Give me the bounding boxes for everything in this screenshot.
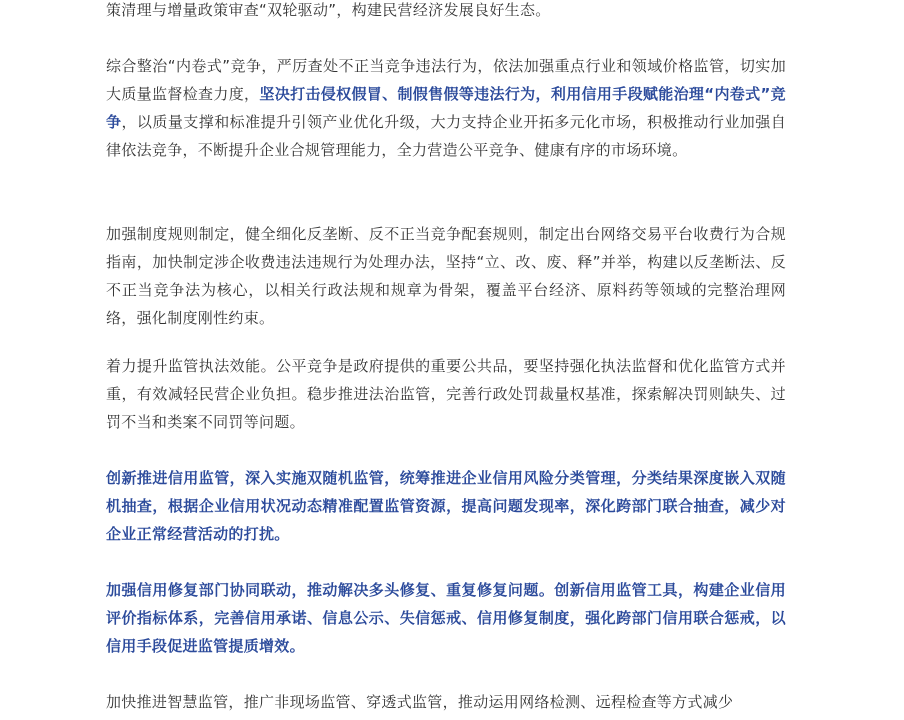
paragraph-2 xyxy=(106,52,786,164)
paragraph-1: 策清理与增量政策审查“双轮驱动”，构建民营经济发展良好生态。 xyxy=(106,1,551,19)
paragraph-3: 加强制度规则制定，健全细化反垄断、反不正当竞争配套规则，制定出台网络交易平台收费行为合规指南，加快制定涉企收费违法违规行为处理办法，坚持“立、改、废、释”并举，构建以反垄断法、反不正当竞争法为核心，以相关行政法规和规章为骨架，覆盖平台经济、原料药等领域的完整治理网络，强化制度刚性约束。 xyxy=(106,225,786,327)
paragraph-2-text-a: 综合整治“内卷式”竞争，严厉查处不正当竞争违法行为，依法加强重点行业和领域价格监管，切实加大质量监督检查力度， xyxy=(106,57,786,103)
paragraph-2-text-c: ，以质量支撑和标准提升引领产业优化升级，大力支持企业开拓多元化市场，积极推动行业加强自律依法竞争，不断提升企业合规管理能力，全力营造公平竞争、健康有序的市场环境。 xyxy=(106,113,786,159)
paragraph-2-highlight: 坚决打击侵权假冒、制假售假等违法行为，利用信用手段赋能治理“内卷式”竞争 xyxy=(106,85,786,131)
paragraph-4: 着力提升监管执法效能。公平竞争是政府提供的重要公共品，要坚持强化执法监督和优化监管方式并重，有效减轻民营企业负担。稳步推进法治监管，完善行政处罚裁量权基准，探索解决罚则缺失、过罚不当和类案不同罚等问题。 xyxy=(106,357,786,431)
paragraph-7: 加快推进智慧监管，推广非现场监管、穿透式监管，推动运用网络检测、远程检查等方式减少 xyxy=(106,693,734,711)
paragraph-6-highlight: 加强信用修复部门协同联动，推动解决多头修复、重复修复问题。创新信用监管工具，构建企业信用评价指标体系，完善信用承诺、信息公示、失信惩戒、信用修复制度，强化跨部门信用联合惩戒，以信用手段促进监管提质增效。 xyxy=(106,581,786,655)
paragraph-5-highlight: 创新推进信用监管，深入实施双随机监管，统筹推进企业信用风险分类管理，分类结果深度嵌入双随机抽查，根据企业信用状况动态精准配置监管资源，提高问题发现率，深化跨部门联合抽查，减少对企业正常经营活动的打扰。 xyxy=(106,469,786,543)
